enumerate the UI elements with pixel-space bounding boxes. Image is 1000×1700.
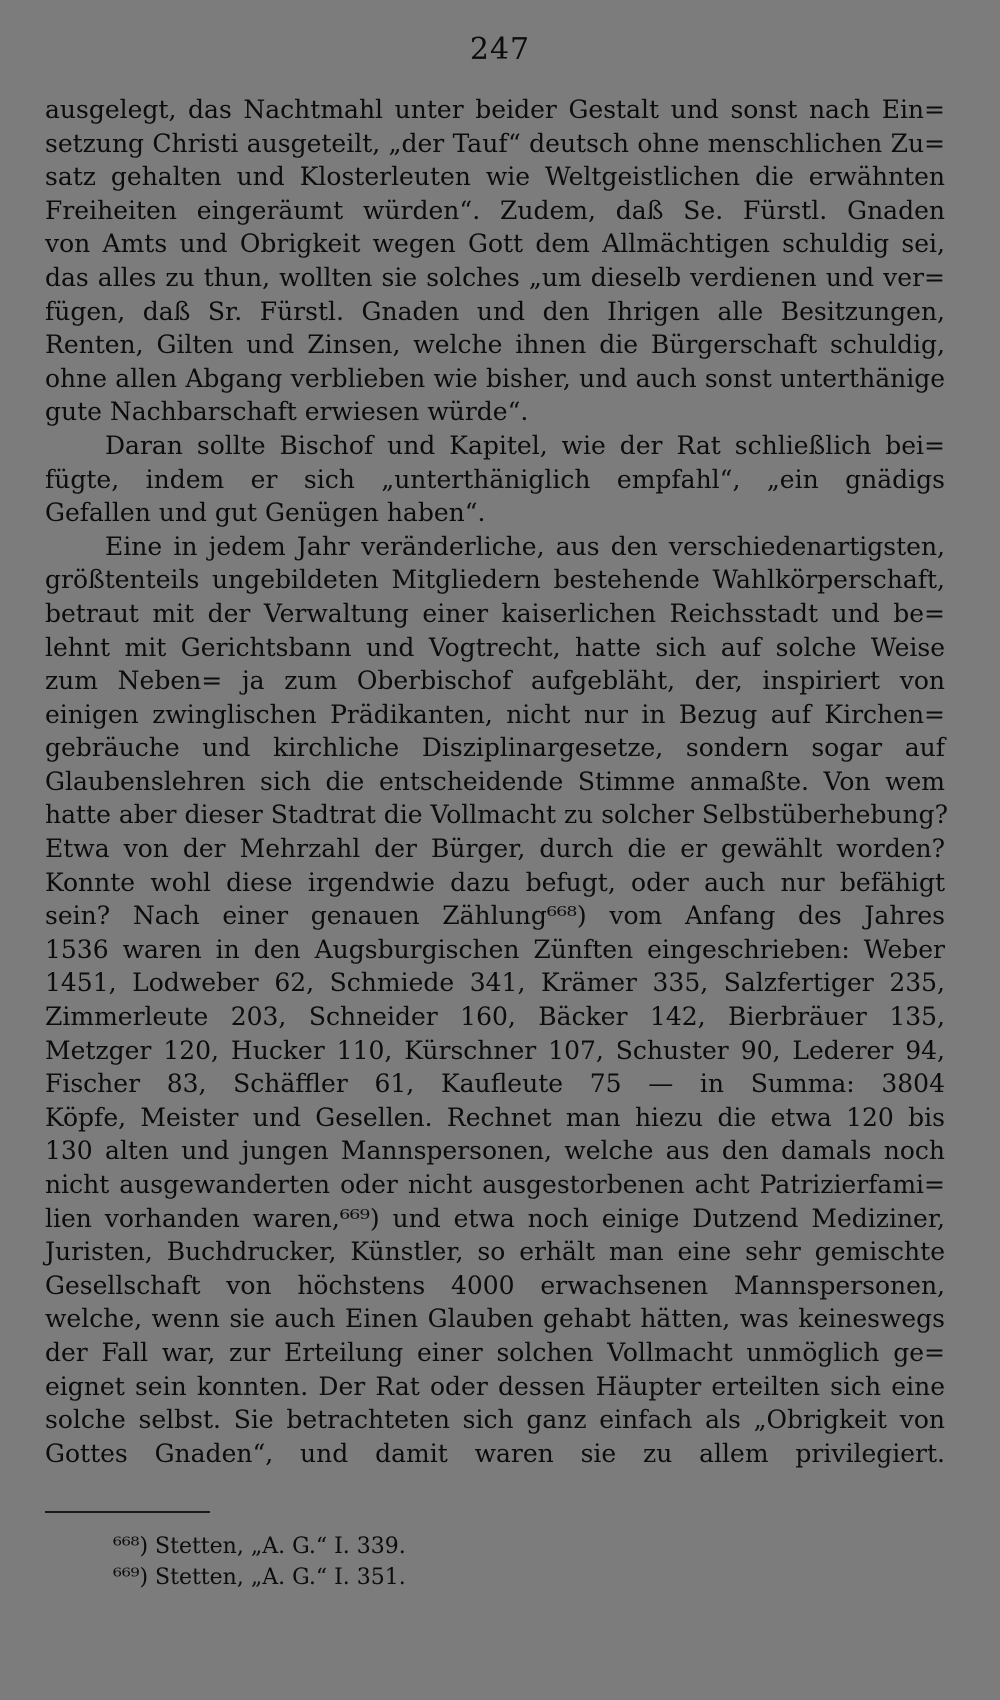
text-line: größtenteils ungebildeten Mitgliedern bestehende Wahlkörperschaft,	[45, 565, 945, 595]
page-number: 247	[469, 32, 531, 67]
text-line: Gefallen und gut Genügen haben“.	[45, 498, 486, 528]
text-line: satz gehalten und Klosterleuten wie Weltgeistlichen die erwähnten	[45, 162, 945, 192]
text-line: fügen, daß Sr. Fürstl. Gnaden und den Ihrigen alle Besitzungen,	[45, 296, 945, 326]
text-line: der Fall war, zur Erteilung einer solchen Vollmacht unmöglich ge=	[45, 1337, 945, 1367]
text-line: Fischer 83, Schäffler 61, Kaufleute 75 — in Summa: 3804	[45, 1069, 945, 1099]
footnotes	[113, 1531, 613, 1593]
text-line: Glaubenslehren sich die entscheidende Stimme anmaßte. Von wem	[45, 766, 945, 796]
text-line: 130 alten und jungen Mannspersonen, welche aus den damals noch	[45, 1136, 945, 1166]
text-line: nicht ausgewanderten oder nicht ausgestorbenen acht Patrizierfami=	[45, 1170, 945, 1199]
text-line: von Amts und Obrigkeit wegen Gott dem Allmächtigen schuldig sei,	[45, 229, 945, 259]
text-line: 1536 waren in den Augsburgischen Zünften eingeschrieben: Weber	[45, 934, 945, 964]
text-line: 1451, Lodweber 62, Schmiede 341, Krämer 335, Salzfertiger 235,	[45, 968, 945, 998]
text-line: Etwa von der Mehrzahl der Bürger, durch die er gewählt worden?	[45, 834, 945, 864]
text-line: Juristen, Buchdrucker, Künstler, so erhält man eine sehr gemischte	[45, 1237, 945, 1267]
text-line: ausgelegt, das Nachtmahl unter beider Gestalt und sonst nach Ein=	[45, 95, 945, 124]
text-line: Daran sollte Bischof und Kapitel, wie der Rat schließlich bei=	[105, 430, 945, 460]
text-line: ohne allen Abgang verblieben wie bisher, und auch sonst unterthänige	[45, 363, 945, 393]
text-line: solche selbst. Sie betrachteten sich ganz einfach als „Obrigkeit von	[45, 1405, 945, 1435]
text-line: Renten, Gilten und Zinsen, welche ihnen die Bürgerschaft schuldig,	[45, 330, 945, 360]
text-line: Gesellschaft von höchstens 4000 erwachsenen Mannspersonen,	[45, 1270, 945, 1300]
text-line: das alles zu thun, wollten sie solches „um dieselb verdienen und ver=	[45, 262, 945, 292]
text-line: eignet sein konnten. Der Rat oder dessen Häupter erteilten sich eine	[45, 1371, 945, 1401]
text-line: lien vorhanden waren,⁶⁶⁹) und etwa noch einige Dutzend Mediziner,	[45, 1203, 945, 1233]
text-line: sein? Nach einer genauen Zählung⁶⁶⁸) vom Anfang des Jahres	[45, 901, 945, 931]
body-text	[45, 93, 949, 1470]
text-line: Freiheiten eingeräumt würden“. Zudem, daß Se. Fürstl. Gnaden	[45, 195, 945, 225]
text-line: Köpfe, Meister und Gesellen. Rechnet man hiezu die etwa 120 bis	[45, 1102, 945, 1132]
text-line: gute Nachbarschaft erwiesen würde“.	[45, 397, 529, 427]
text-line: setzung Christi ausgeteilt, „der Tauf“ deutsch ohne menschlichen Zu=	[45, 128, 945, 158]
text-line: welche, wenn sie auch Einen Glauben gehabt hätten, was keineswegs	[45, 1304, 945, 1334]
text-line: einigen zwinglischen Prädikanten, nicht nur in Bezug auf Kirchen=	[45, 699, 945, 729]
text-line: gebräuche und kirchliche Disziplinargesetze, sondern sogar auf	[45, 733, 945, 763]
footnote-668: ⁶⁶⁸) Stetten, „A. G.“ I. 339.	[113, 1534, 406, 1559]
text-line: zum Neben= ja zum Oberbischof aufgebläht, der, inspiriert von	[45, 666, 945, 696]
text-line: betraut mit der Verwaltung einer kaiserlichen Reichsstadt und be=	[45, 598, 945, 628]
text-line: fügte, indem er sich „unterthäniglich empfahl“, „ein gnädigs	[45, 464, 945, 494]
footnote-669: ⁶⁶⁹) Stetten, „A. G.“ I. 351.	[113, 1565, 406, 1590]
text-line: Zimmerleute 203, Schneider 160, Bäcker 142, Bierbräuer 135,	[45, 1002, 945, 1032]
text-line: Eine in jedem Jahr veränderliche, aus den verschiedenartigsten,	[105, 531, 945, 561]
text-line: Konnte wohl diese irgendwie dazu befugt, oder auch nur befähigt	[45, 867, 945, 897]
text-line: hatte aber dieser Stadtrat die Vollmacht zu solcher Selbstüberhebung?	[45, 800, 949, 830]
footnote-divider	[45, 1511, 210, 1513]
text-line: Gottes Gnaden“, und damit waren sie zu allem privilegiert.	[45, 1438, 945, 1468]
text-line: Metzger 120, Hucker 110, Kürschner 107, Schuster 90, Lederer 94,	[45, 1035, 945, 1065]
text-line: lehnt mit Gerichtsbann und Vogtrecht, hatte sich auf solche Weise	[45, 632, 945, 662]
